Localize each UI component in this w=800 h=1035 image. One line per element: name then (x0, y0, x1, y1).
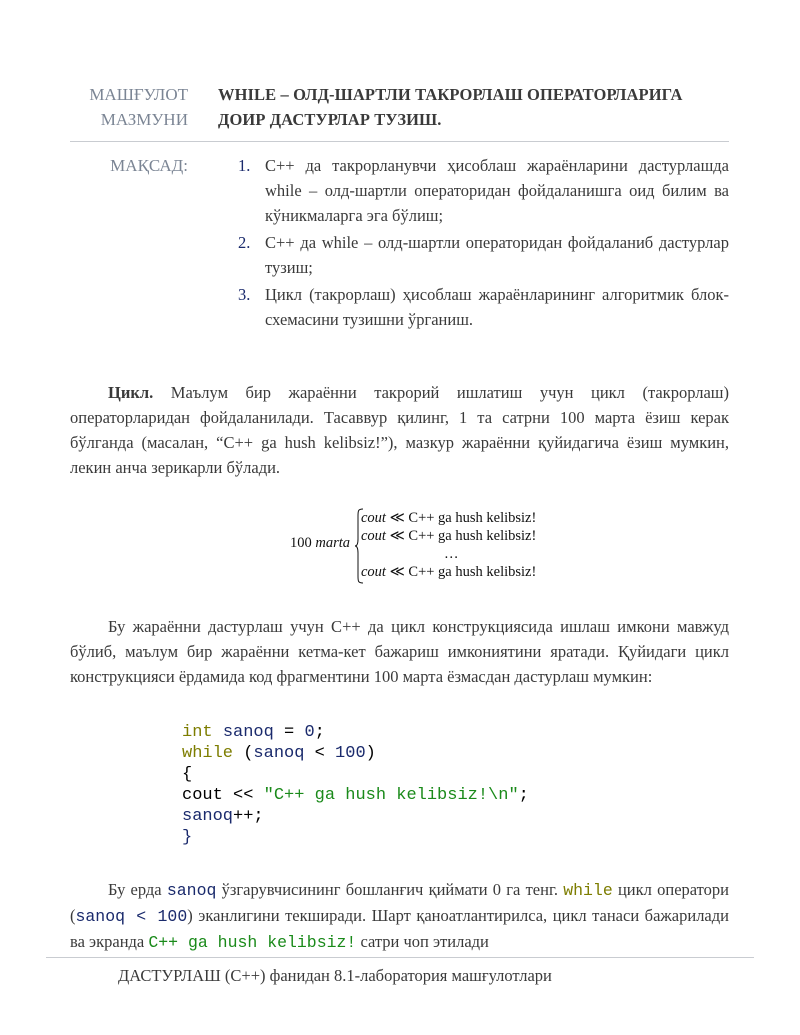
goal-list (238, 153, 729, 334)
goal-item (238, 230, 729, 280)
explain-paragraph: Бу ерда sanoq ўзгарувчисининг бошланғич қиймати 0 га тенг. while цикл оператори (sanoq < 100) эканлигини текширади. Шарт қаноатлантирилса, цикл танаси бажарилади ва экранда C++ ga hush kelibsiz! сатри чоп этилади (70, 880, 729, 952)
topic-label-line-2: МАЗМУНИ (100, 110, 188, 129)
formula-line: cout ≪ C++ ga hush kelibsiz! (361, 510, 537, 526)
code-line: int sanoq = 0; (182, 723, 325, 742)
goal-item (238, 153, 729, 228)
term-cycle: Цикл. (108, 383, 154, 402)
footer-divider (46, 957, 754, 958)
code-block (182, 722, 529, 848)
goal-item (238, 282, 729, 332)
goal-text: Цикл (такрорлаш) ҳисоблаш жараёнларининг алгоритмик блок-схемасини тузишни ўрганиш. (265, 285, 729, 329)
inline-code-var: sanoq (166, 881, 217, 900)
topic-label (60, 82, 188, 132)
goal-number: 2. (238, 233, 251, 252)
page-footer: ДАСТУРЛАШ (C++) фанидан 8.1-лаборатория машғулотлари (118, 966, 552, 985)
formula-line: cout ≪ C++ ga hush kelibsiz! (361, 528, 537, 544)
page-title-line-1: WHILE – ОЛД-ШАРТЛИ ТАКРОРЛАШ ОПЕРАТОРЛАРИГА (218, 85, 683, 104)
header-divider (70, 141, 729, 142)
page-title (218, 82, 738, 132)
loop-text: Бу жараённи дастурлаш учун C++ да цикл конструкциясида ишлаш имкони мавжуд бўлиб, маълум бир жараённи кетма-кет бажариш имкониятини яратади. Қуйидаги цикл конструкцияси ёрдамида код фрагментини 100 марта ёзмасдан дастурлаш мумкин: (70, 617, 729, 686)
formula-ellipsis: … (444, 546, 459, 562)
inline-code-keyword: while (563, 881, 613, 900)
intro-paragraph (70, 380, 729, 480)
code-line: } (182, 828, 193, 847)
formula-lhs (290, 535, 350, 552)
goal-text: C++ да while – олд-шартли операторидан фойдаланиб дастурлар тузиш; (265, 233, 729, 277)
goal-number: 3. (238, 285, 251, 304)
topic-label-line-1: МАШҒУЛОТ (89, 85, 188, 104)
goal-number: 1. (238, 156, 251, 175)
goal-label: МАҚСАД: (110, 156, 188, 175)
inline-code-condition: sanoq < 100 (75, 907, 188, 926)
goal-text: C++ да такрорланувчи ҳисоблаш жараёнларини дастурлашда while – олд-шартли операторидан фойдаланишга оид билим ва кўникмаларга эга бўлиш; (265, 156, 729, 225)
loop-paragraph (70, 614, 729, 689)
inline-code-string: C++ ga hush kelibsiz! (148, 933, 357, 952)
formula-line: cout ≪ C++ ga hush kelibsiz! (361, 564, 537, 580)
repeat-formula (288, 508, 588, 588)
intro-text: Маълум бир жараённи такрорий ишлатиш учун цикл (такрорлаш) операторларидан фойдаланилади. Тасаввур қилинг, 1 та сатрни 100 марта ёзиш керак бўлганда (масалан, “C++ ga hush kelibsiz!”), мазкур жараённи қуйидагича ёзиш мумкин, лекин анча зерикарли бўлади. (70, 383, 729, 477)
code-line: while (sanoq < 100) (182, 744, 376, 763)
code-line: cout << "C++ ga hush kelibsiz!\n"; (182, 786, 529, 805)
formula-count: 100 (290, 535, 312, 551)
formula-unit: marta (315, 535, 351, 551)
page-title-line-2: ДОИР ДАСТУРЛАР ТУЗИШ. (218, 110, 442, 129)
code-line: { (182, 765, 193, 784)
code-line: sanoq++; (182, 807, 264, 826)
